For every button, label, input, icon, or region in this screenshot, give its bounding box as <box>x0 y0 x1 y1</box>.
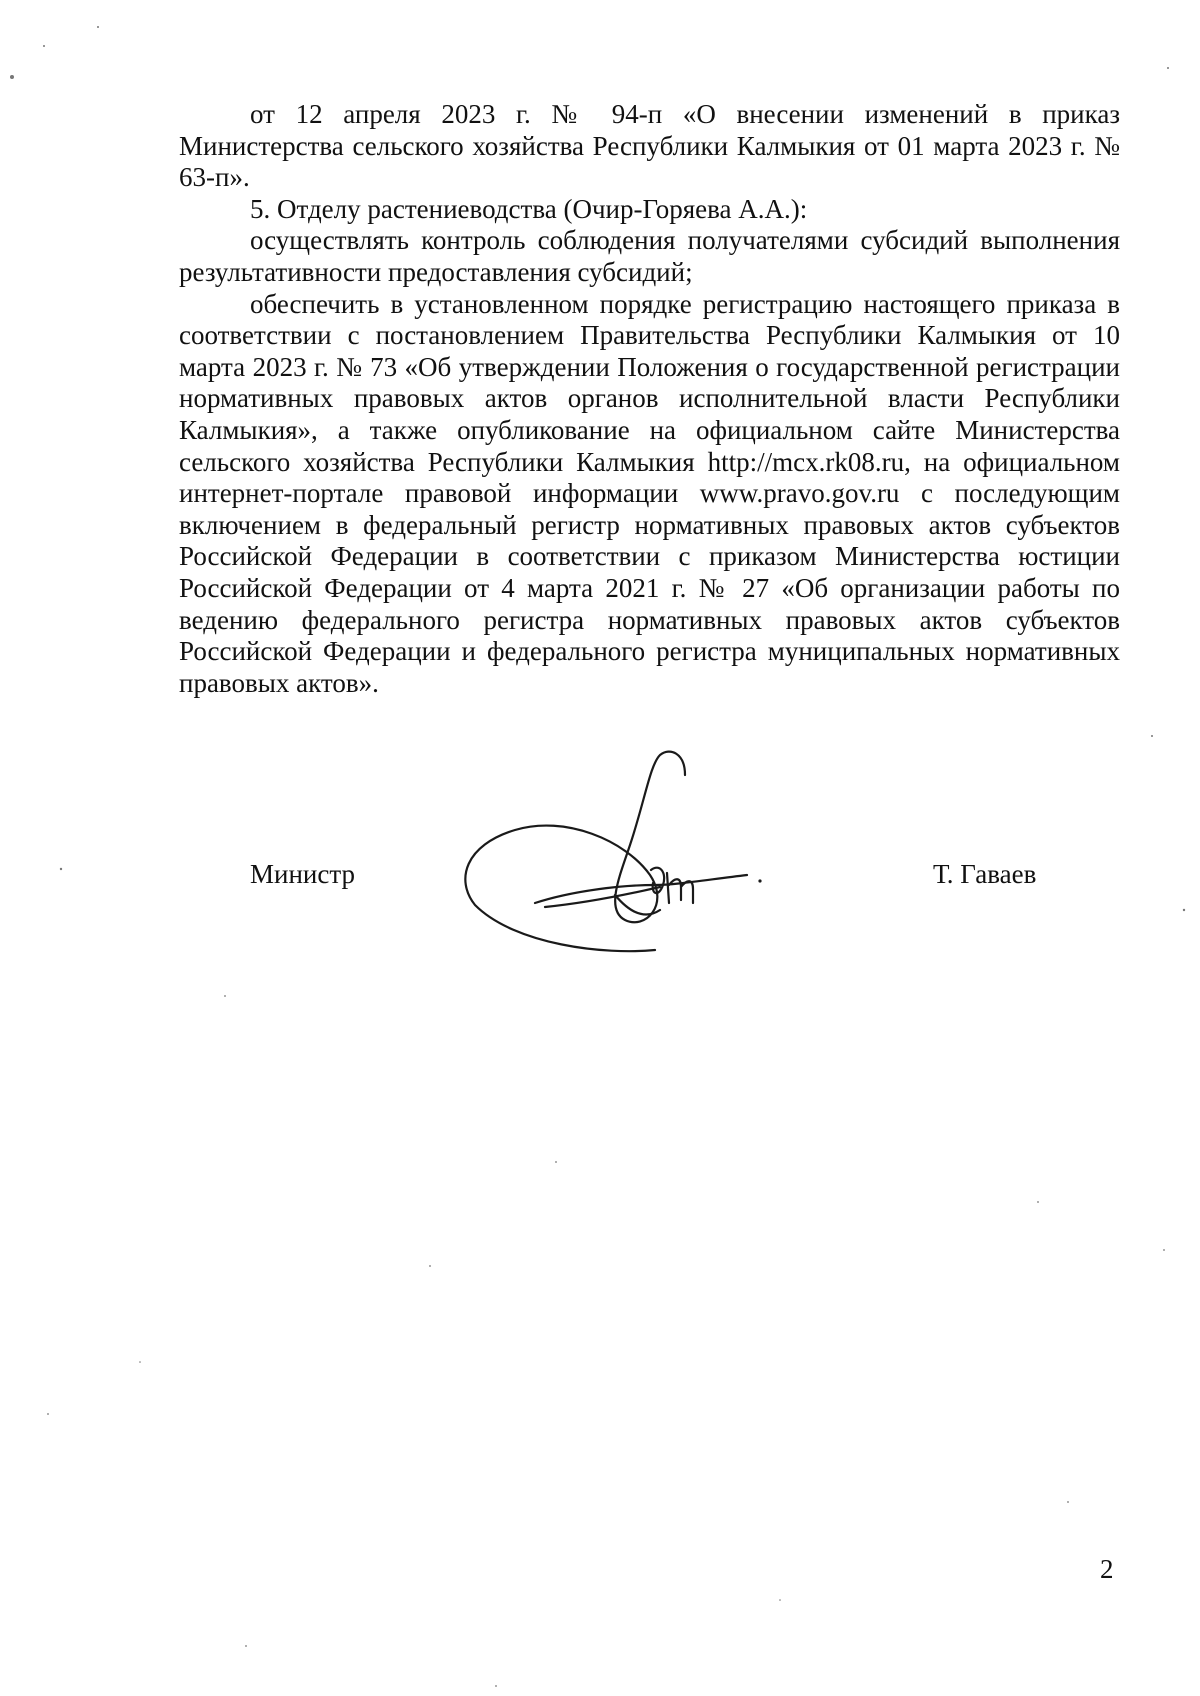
document-body <box>179 99 1120 699</box>
signature-block <box>0 740 1200 980</box>
paragraph-item-5: 5. Отделу растениеводства (Очир-Горяева А.А.): <box>250 193 808 224</box>
paragraph-amendment-reference: от 12 апреля 2023 г. № 94-п «О внесении изменений в приказ Министерства сельского хозяйства Республики Калмыкия от 01 марта 2023 г. № 63-п». <box>179 99 1120 193</box>
signatory-title: Министр <box>250 859 355 889</box>
page-number: 2 <box>1100 1554 1114 1584</box>
paragraph-control-duty: осуществлять контроль соблюдения получателями субсидий выполнения результативности предоставления субсидий; <box>179 225 1120 287</box>
paragraph-registration-duty: обеспечить в установленном порядке регистрацию настоящего приказа в соответствии с постановлением Правительства Республики Калмыкия от 10 марта 2023 г. № 73 «Об утверждении Положения о государственной регистрации нормативных правовых актов органов исполнительной власти Республики Калмыкия», а также опубликование на официальном сайте Министерства сельского хозяйства Республики Калмыкия http://mcx.rk08.ru, на официальном интернет-портале правовой информации www.pravo.gov.ru с последующим включением в федеральный регистр нормативных правовых актов субъектов Российской Федерации в соответствии с приказом Министерства юстиции Российской Федерации от 4 марта 2021 г. № 27 «Об организации работы по ведению федерального регистра нормативных правовых актов субъектов Российской Федерации и федерального регистра муниципальных нормативных правовых актов». <box>179 288 1120 698</box>
signatory-name: Т. Гаваев <box>933 859 1037 889</box>
handwritten-signature <box>455 745 775 975</box>
